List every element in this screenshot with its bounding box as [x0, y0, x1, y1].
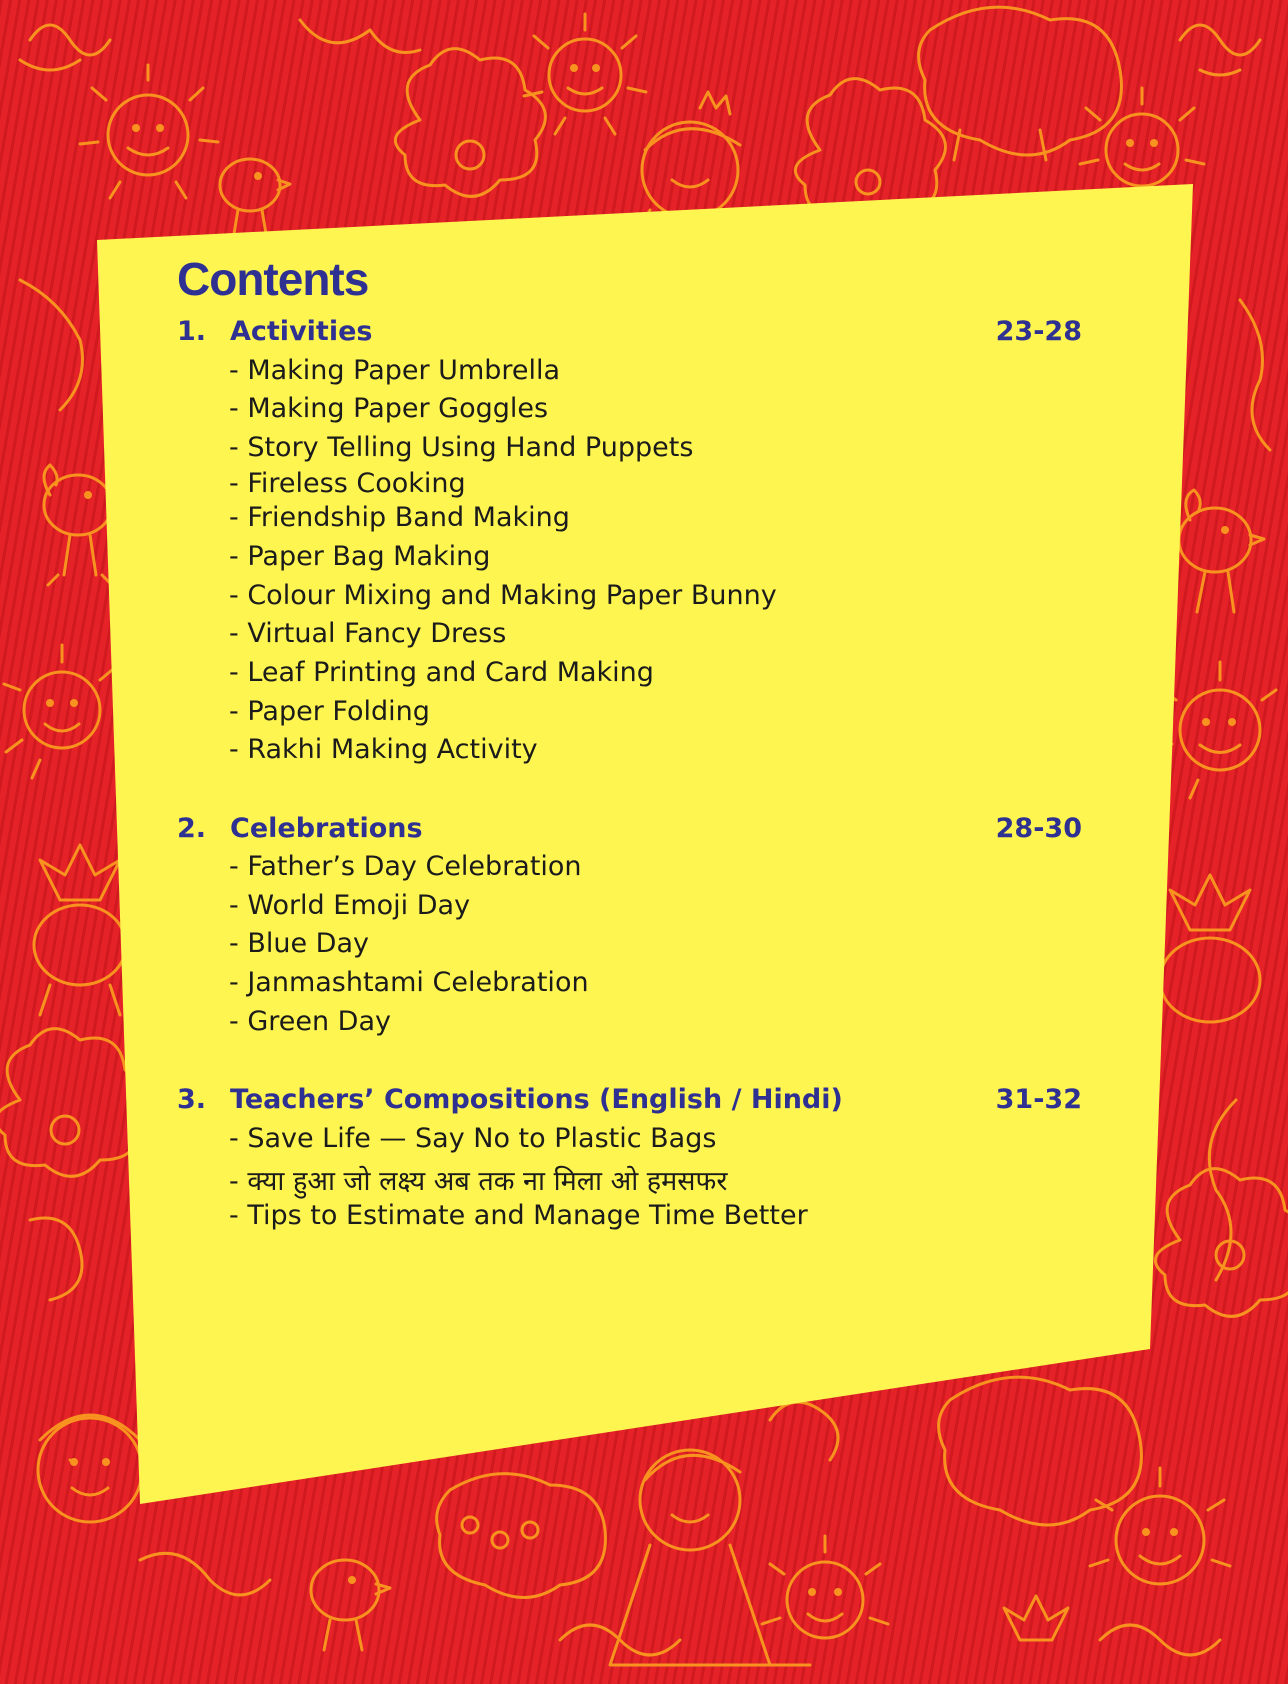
list-item: - World Emoji Day [229, 890, 471, 921]
section-pages: 23-28 [995, 316, 1082, 347]
list-item: - क्या हुआ जो लक्ष्य अब तक ना मिला ओ हमसफर [229, 1166, 728, 1197]
list-item: - Friendship Band Making [229, 502, 570, 533]
list-item: - Rakhi Making Activity [229, 734, 538, 765]
section-title: Teachers’ Compositions (English / Hindi) [230, 1084, 843, 1115]
list-item: - Making Paper Umbrella [229, 355, 561, 386]
section-heading-celebrations [177, 813, 1082, 847]
list-item: - Colour Mixing and Making Paper Bunny [229, 580, 777, 611]
list-item: - Save Life — Say No to Plastic Bags [229, 1123, 717, 1154]
list-item: - Paper Folding [229, 696, 430, 727]
section-heading-teachers-compositions [177, 1084, 1082, 1118]
section-pages: 28-30 [995, 813, 1082, 844]
list-item: - Green Day [229, 1006, 391, 1037]
list-item: - Story Telling Using Hand Puppets [229, 432, 694, 463]
section-number: 2. [177, 813, 207, 844]
list-item: - Janmashtami Celebration [229, 967, 589, 998]
section-title: Celebrations [230, 813, 423, 844]
section-heading-activities [177, 316, 1082, 350]
page-title: Contents [177, 253, 369, 305]
section-pages: 31-32 [995, 1084, 1082, 1115]
list-item: - Making Paper Goggles [229, 393, 549, 424]
list-item: - Virtual Fancy Dress [229, 618, 507, 649]
section-title: Activities [230, 316, 373, 347]
list-item: - Blue Day [229, 928, 369, 959]
list-item: - Fireless Cooking [229, 468, 466, 499]
list-item: - Paper Bag Making [229, 541, 491, 572]
list-item: - Leaf Printing and Card Making [229, 657, 654, 688]
section-number: 1. [177, 316, 207, 347]
section-number: 3. [177, 1084, 207, 1115]
list-item: - Tips to Estimate and Manage Time Better [229, 1200, 808, 1231]
list-item: - Father’s Day Celebration [229, 851, 582, 882]
